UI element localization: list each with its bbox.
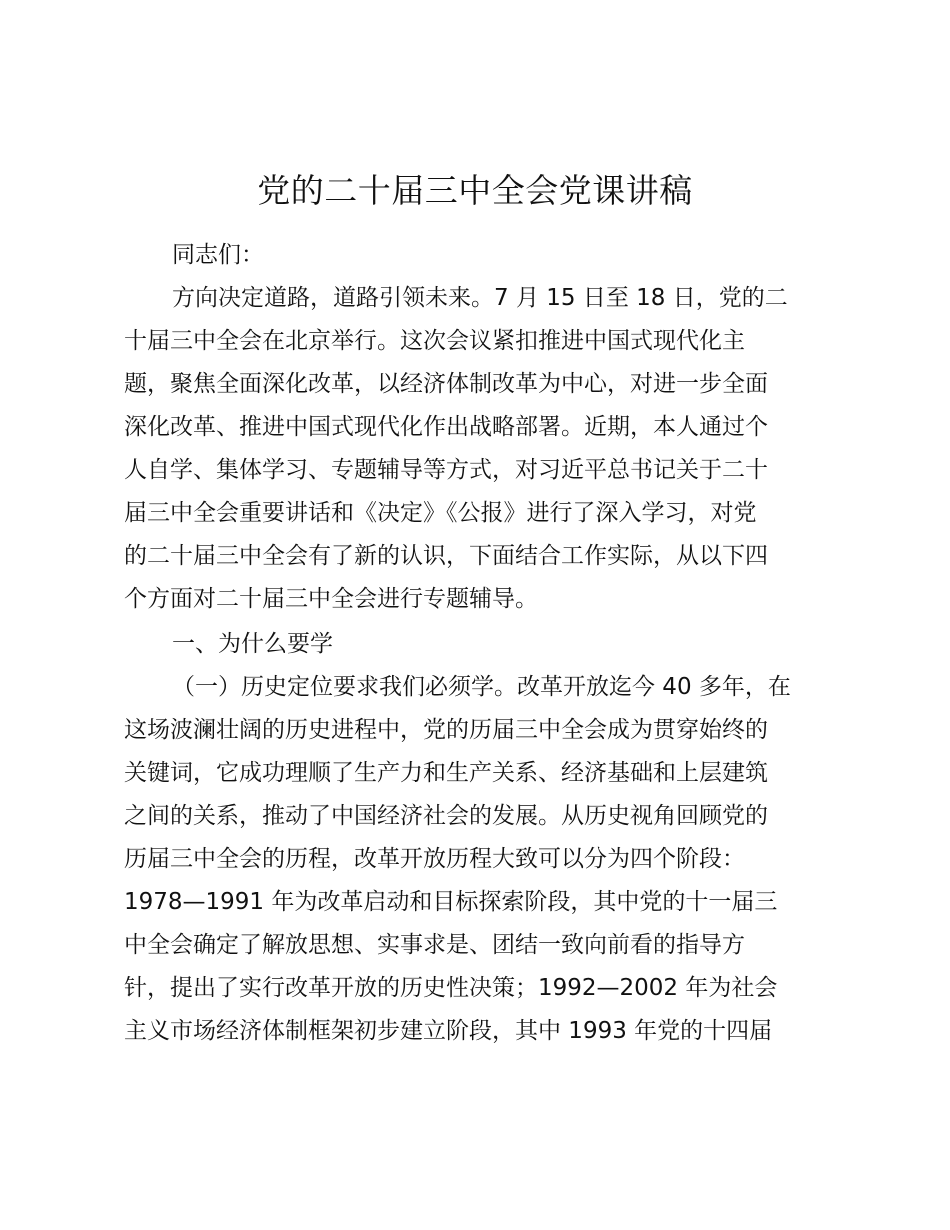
text-line: 个方面对二十届三中全会进行专题辅导。 xyxy=(124,586,538,612)
text-line: 人自学、集体学习、专题辅导等方式，对习近平总书记关于二十 xyxy=(124,457,768,483)
text-line: 针，提出了实行改革开放的历史性决策；1992—2002 年为社会 xyxy=(124,975,778,1001)
text-line: 的二十届三中全会有了新的认识，下面结合工作实际，从以下四 xyxy=(124,543,768,569)
salutation-line: 同志们： xyxy=(172,242,264,268)
text-line: 历届三中全会的历程，改革开放历程大致可以分为四个阶段： xyxy=(124,846,745,872)
text-line: 届三中全会重要讲话和《决定》《公报》进行了深入学习，对党 xyxy=(124,500,757,526)
text-line: 题，聚焦全面深化改革，以经济体制改革为中心，对进一步全面 xyxy=(124,371,768,397)
text-line: 方向决定道路，道路引领未来。7 月 15 日至 18 日，党的二 xyxy=(172,285,788,311)
text-line: 主义市场经济体制框架初步建立阶段，其中 1993 年党的十四届 xyxy=(124,1018,773,1044)
text-line: 1978—1991 年为改革启动和目标探索阶段，其中党的十一届三 xyxy=(124,889,778,915)
text-line: 深化改革、推进中国式现代化作出战略部署。近期，本人通过个 xyxy=(124,414,768,440)
text-line: 之间的关系，推动了中国经济社会的发展。从历史视角回顾党的 xyxy=(124,803,768,829)
section-heading: 一、为什么要学 xyxy=(172,631,333,657)
document-title: 党的二十届三中全会党课讲稿 xyxy=(257,171,693,210)
text-line: 关键词，它成功理顺了生产力和生产关系、经济基础和上层建筑 xyxy=(124,760,768,786)
text-line: 这场波澜壮阔的历史进程中，党的历届三中全会成为贯穿始终的 xyxy=(124,717,768,743)
text-line: 中全会确定了解放思想、实事求是、团结一致向前看的指导方 xyxy=(124,932,745,958)
text-line: 十届三中全会在北京举行。这次会议紧扣推进中国式现代化主 xyxy=(124,328,745,354)
text-line: （一）历史定位要求我们必须学。改革开放迄今 40 多年，在 xyxy=(172,674,791,700)
